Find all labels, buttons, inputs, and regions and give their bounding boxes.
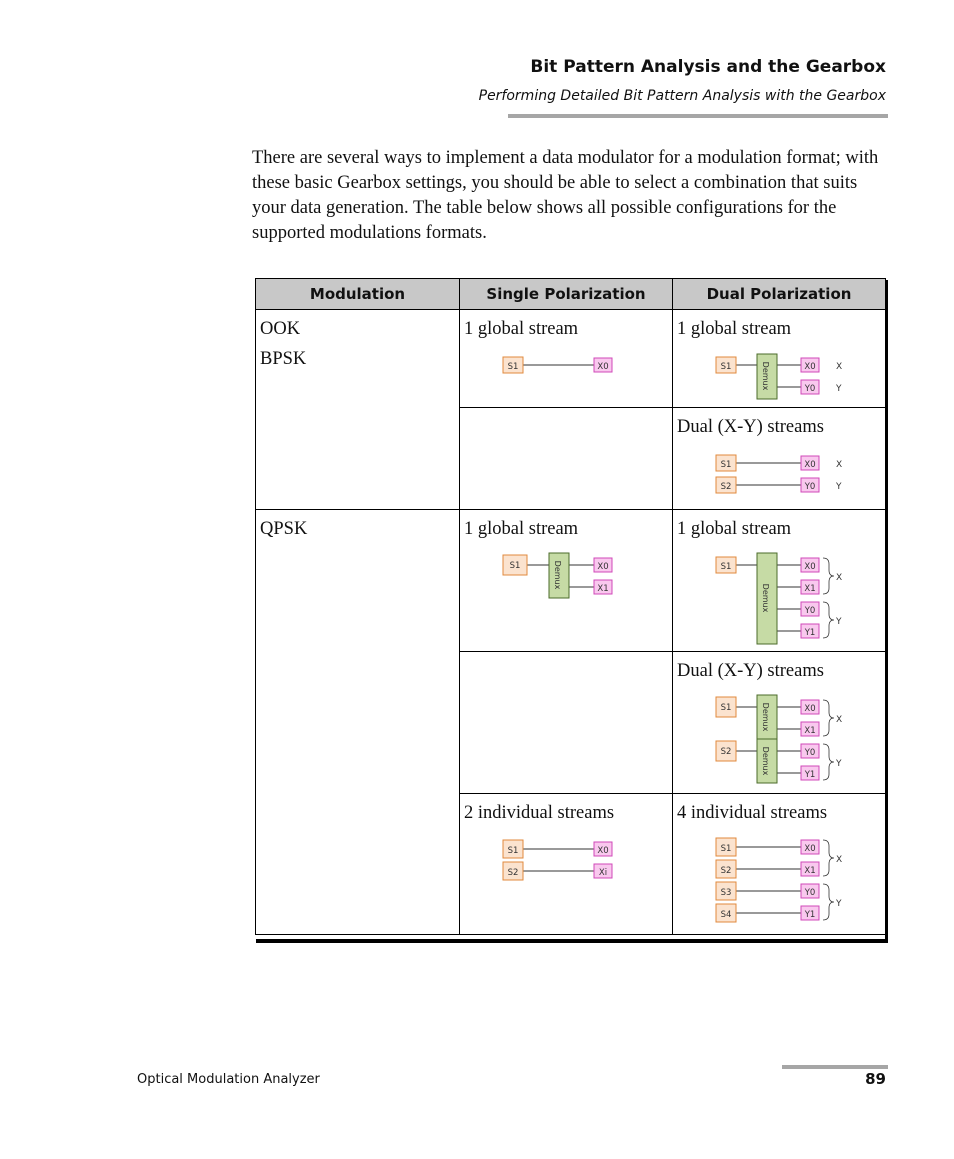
page-number: 89 — [865, 1070, 886, 1088]
footer-product-name: Optical Modulation Analyzer — [137, 1072, 320, 1087]
source-label: S1 — [720, 844, 732, 854]
dual-cell — [673, 652, 886, 794]
header-modulation: Modulation — [256, 279, 460, 310]
diagram-dual-xy-ook — [673, 408, 885, 509]
polarization-y-label: Y — [836, 759, 842, 769]
output-label: Y0 — [804, 384, 816, 394]
output-label: Y1 — [804, 628, 816, 638]
single-cell — [460, 310, 673, 408]
brace-x — [823, 700, 834, 736]
cell-title: 1 global stream — [464, 319, 579, 339]
source-label: S1 — [507, 362, 519, 372]
polarization-x-label: X — [836, 460, 843, 470]
diagram-single-global-qpsk — [460, 510, 672, 651]
polarization-y-label: Y — [836, 482, 842, 492]
source-label: S2 — [720, 482, 732, 492]
dual-cell — [673, 794, 886, 935]
polarization-y-label: Y — [836, 899, 842, 909]
output-label: Y1 — [804, 770, 816, 780]
polarization-x-label: X — [836, 715, 843, 725]
dual-cell — [673, 510, 886, 652]
source-label: S4 — [720, 910, 732, 920]
table-header-row — [256, 279, 886, 310]
brace-x — [823, 840, 834, 876]
polarization-x-label: X — [836, 362, 843, 372]
output-label: X0 — [597, 846, 609, 856]
cell-title: 2 individual streams — [464, 803, 615, 823]
running-header-subtitle: Performing Detailed Bit Pattern Analysis with the Gearbox — [478, 88, 886, 104]
polarization-x-label: X — [836, 573, 843, 583]
output-label: Y0 — [804, 748, 816, 758]
source-label: S2 — [720, 866, 732, 876]
polarization-x-label: X — [836, 855, 843, 865]
source-label: S1 — [507, 846, 519, 856]
cell-title: Dual (X-Y) streams — [677, 661, 824, 681]
output-label: X0 — [804, 362, 816, 372]
brace-x — [823, 558, 834, 594]
output-label: Y1 — [804, 910, 816, 920]
polarization-y-label: Y — [836, 384, 842, 394]
output-label: Y0 — [804, 482, 816, 492]
demux-label: Demux — [761, 361, 770, 391]
source-label: S1 — [509, 561, 521, 571]
brace-y — [823, 602, 834, 638]
modulation-config-table — [255, 278, 886, 935]
output-label: Xi — [598, 868, 608, 878]
diagram-dual-global-qpsk — [673, 510, 885, 651]
dual-cell — [673, 408, 886, 510]
polarization-y-label: Y — [836, 617, 842, 627]
diagram-single-individual-qpsk — [460, 794, 672, 934]
single-cell — [460, 794, 673, 935]
source-label: S1 — [720, 362, 732, 372]
output-label: X0 — [804, 844, 816, 854]
footer-rule — [782, 1065, 888, 1069]
table-shadow-right — [885, 280, 888, 943]
running-header-title: Bit Pattern Analysis and the Gearbox — [530, 57, 886, 77]
cell-title: Dual (X-Y) streams — [677, 417, 824, 437]
source-label: S2 — [507, 868, 519, 878]
brace-y — [823, 744, 834, 780]
demux-label: Demux — [553, 560, 562, 590]
output-label: X0 — [597, 562, 609, 572]
output-label: X0 — [804, 704, 816, 714]
header-single-polarization: Single Polarization — [460, 279, 673, 310]
source-label: S1 — [720, 562, 732, 572]
output-label: X0 — [597, 362, 609, 372]
modulation-cell-ook-bpsk — [256, 310, 460, 510]
modulation-cell-qpsk — [256, 510, 460, 935]
output-label: X0 — [804, 460, 816, 470]
demux-label: Demux — [761, 746, 770, 776]
cell-title: 4 individual streams — [677, 803, 828, 823]
cell-title: 1 global stream — [677, 519, 792, 539]
single-cell — [460, 652, 673, 794]
modulation-qpsk: QPSK — [260, 519, 308, 539]
output-label: X0 — [804, 562, 816, 572]
header-rule — [508, 114, 888, 118]
diagram-dual-individual-qpsk — [673, 794, 885, 934]
intro-paragraph: There are several ways to implement a data modulator for a modulation format; with these basic Gearbox settings, you should be able to select a combination that suits your data generation. The table below shows all possible configurations for the supported modulations formats. — [252, 148, 879, 243]
table-row — [256, 510, 886, 652]
source-label: S3 — [720, 888, 732, 898]
table-shadow-bottom — [256, 939, 888, 943]
table-row — [256, 310, 886, 408]
diagram-dual-xy-qpsk — [673, 652, 885, 793]
dual-cell — [673, 310, 886, 408]
demux-label: Demux — [761, 583, 770, 613]
output-label: X1 — [597, 584, 609, 594]
modulation-ook: OOK — [260, 319, 301, 339]
cell-title: 1 global stream — [464, 519, 579, 539]
output-label: X1 — [804, 866, 816, 876]
output-label: X1 — [804, 584, 816, 594]
source-label: S1 — [720, 703, 732, 713]
single-cell — [460, 408, 673, 510]
diagram-dual-global-ook — [673, 310, 885, 407]
source-label: S1 — [720, 460, 732, 470]
output-label: Y0 — [804, 606, 816, 616]
diagram-single-global-ook — [460, 310, 672, 407]
header-dual-polarization: Dual Polarization — [673, 279, 886, 310]
single-cell — [460, 510, 673, 652]
source-label: S2 — [720, 747, 732, 757]
output-label: X1 — [804, 726, 816, 736]
modulation-bpsk: BPSK — [260, 349, 307, 369]
output-label: Y0 — [804, 888, 816, 898]
demux-label: Demux — [761, 702, 770, 732]
cell-title: 1 global stream — [677, 319, 792, 339]
brace-y — [823, 884, 834, 920]
